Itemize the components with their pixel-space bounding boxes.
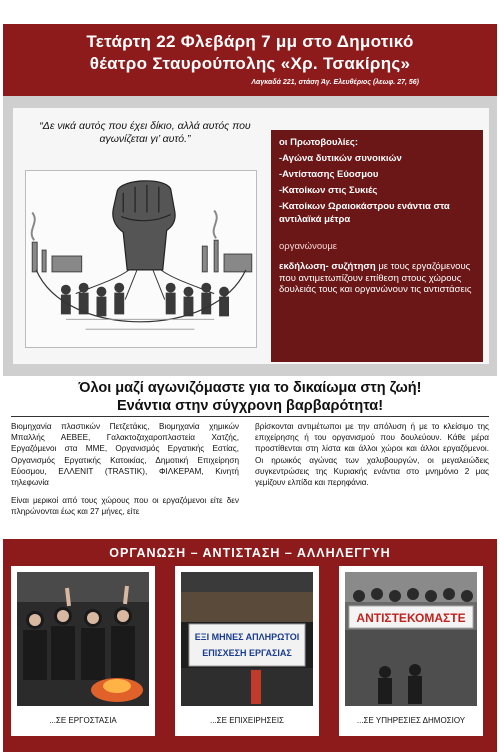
event-details: με τους εργαζόμενους που αντιμετωπίζουν επίθεση στους χώρους δουλειάς τους και οργανώνουν τις αντιστάσεις xyxy=(279,261,472,295)
quote-text: “Δε νικά αυτός που έχει δίκιο, αλλά αυτός που αγωνίζεται γι’ αυτό.” xyxy=(39,120,251,145)
slogan-line-1: Όλοι μαζί αγωνιζόμαστε για το δικαίωμα στη ζωή! xyxy=(78,380,422,396)
slogan-line-2: Ενάντια στην σύγχρονη βαρβαρότητα! xyxy=(116,398,384,414)
event-description xyxy=(279,261,475,296)
public-services-protest-photo xyxy=(345,572,477,706)
initiative-item: -Κατοίκων στις Συκιές xyxy=(279,185,378,196)
resist-banner-text: ΑΝΤΙΣΤΕΚΟΜΑΣΤΕ xyxy=(356,611,466,625)
middle-panel xyxy=(13,108,489,364)
factory-workers-photo xyxy=(17,572,149,706)
workplaces-paragraph: Βιομηχανία πλαστικών Πετζετάκις, Βιομηχανία χημικών Μπαλλής ΑΕΒΕΕ, Γαλακτοζαχαροπλαστεία Χατζής, Εργαζόμενοι στα ΜΜΕ, Οργανισμός Εργατικής Εστίας, Οργανισμός Εργατικής Κατοικίας, Δημοτική Επιχείρηση Εύοσμου, ΕΛΛΕΝΙΤ (TRASTIK), ΦΙΛΚΕΡΑΜ, Κινητή τηλεφωνία xyxy=(11,422,239,488)
initiative-item: -Αγώνα δυτικών συνοικιών xyxy=(279,153,402,164)
strike-sign-line-1: ΕΞΙ ΜΗΝΕΣ ΑΠΛΗΡΩΤΟΙ xyxy=(194,632,300,642)
event-venue-title: θέατρο Σταυρούπολης «Χρ. Τσακίρης» xyxy=(89,54,411,73)
photo-caption: ...ΣΕ ΥΠΗΡΕΣΙΕΣ ΔΗΜΟΣΙΟΥ xyxy=(356,716,466,725)
body-text xyxy=(11,421,489,539)
photo-public-services xyxy=(339,566,483,736)
initiatives-title: οι Πρωτοβουλίες: xyxy=(279,137,359,148)
event-type: εκδήλωση- συζήτηση xyxy=(279,261,376,272)
strike-sign-line-2: ΕΠΙΣΧΕΣΗ ΕΡΓΑΣΙΑΣ xyxy=(202,648,292,658)
photo-caption: ...ΣΕ ΕΡΓΟΣΤΑΣΙΑ xyxy=(49,716,117,725)
divider xyxy=(11,416,489,417)
body-column-left xyxy=(11,421,239,525)
raised-fist-illustration xyxy=(25,170,257,348)
business-protest-photo xyxy=(181,572,313,706)
solidarity-banner: ΟΡΓΑΝΩΣΗ – ΑΝΤΙΣΤΑΣΗ – ΑΛΛΗΛΕΓΓΥΗ xyxy=(109,546,391,560)
bottom-section xyxy=(3,539,497,752)
header-banner xyxy=(3,24,497,96)
unpaid-paragraph: Είναι μερικοί από τους χώρους που οι εργαζόμενοι είτε δεν πληρώνονται έως και 27 μήνες, είτε xyxy=(11,496,239,517)
photo-factories xyxy=(11,566,155,736)
body-column-right: βρίσκονται αντιμέτωποι με την απόλυση ή με το κλείσιμο της επιχείρησης ή του οργανισμού που δουλεύουν. Κάθε μέρα προστίθενται στη λίστα και άλλοι χώροι και άλλοι εργαζόμενοι. Οι ηρωικός αγώνας των χαλυβουργών, οι μεγαλειώδεις συγκεντρώσεις της Κυριακής ενάντια στο μνημόνιο 2 μας γεμίζουν ελπίδα και περηφάνια. xyxy=(255,422,489,488)
organize-label: οργανώνουμε xyxy=(279,241,338,252)
slogan xyxy=(3,376,497,416)
photo-businesses xyxy=(175,566,319,736)
flyer-page xyxy=(3,2,497,752)
initiative-item: -Κατοίκων Ωραιοκάστρου ενάντια στα αντιλαϊκά μέτρα xyxy=(279,201,450,225)
photo-caption: ...ΣΕ ΕΠΙΧΕΙΡΗΣΕΙΣ xyxy=(210,716,284,725)
event-date-title: Τετάρτη 22 Φλεβάρη 7 μμ στο Δημοτικό xyxy=(86,32,414,51)
middle-section xyxy=(3,96,497,376)
initiatives-box xyxy=(271,130,483,362)
venue-address: Λαγκαδά 221, στάση Άγ. Ελευθέριος (λεωφ. 27, 56) xyxy=(251,79,419,86)
initiative-item: -Αντίστασης Εύοσμου xyxy=(279,169,379,180)
fist-crowd-drawing xyxy=(26,171,256,347)
